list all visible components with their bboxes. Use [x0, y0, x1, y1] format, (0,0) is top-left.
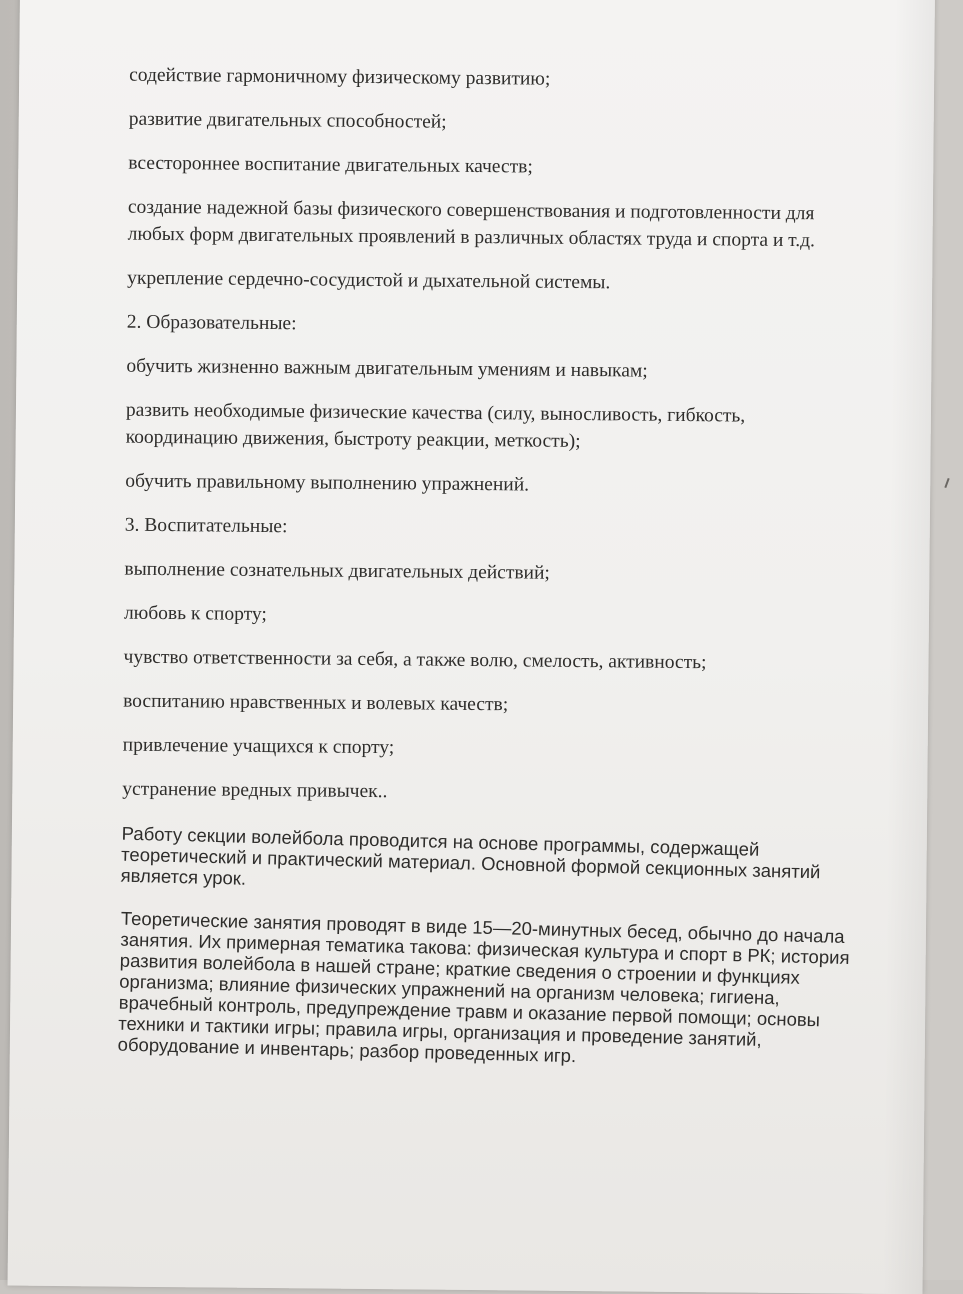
paragraph-theory-lessons: Теоретические занятия проводят в виде 15—20-минутных бесед, обычно до начала занятия. Их примерная тематика такова: физическая культура и спорт в РК; история развития волейбола в нашей стране; краткие сведения о строении и функциях организма; влияние физических упражнений на организм человека; гигиена, врачебный контроль, предупреждение травм и оказание первой помощи; основы техники и тактики игры; правила игры, организация и проведение занятий, оборудование и инвентарь; разбор проведенных игр. [117, 907, 850, 1067]
section-heading-upbringing: 3. Воспитательные: [124, 514, 288, 538]
paragraph-12: любовь к спорту; [123, 602, 267, 626]
paragraph-8: развить необходимые физические качества (силу, выносливость, гибкость, координацию движения, быстроту реакции, меткость); [125, 399, 746, 453]
paragraph-4: создание надежной базы физического совершенствования и подготовленности для любых форм двигательных проявлений в различных областях труда и спорта и т.д. [127, 196, 816, 252]
section-heading-educational: 2. Образовательные: [126, 311, 297, 335]
paragraph-13: чувство ответственности за себя, а также волю, смелость, активность; [123, 646, 707, 674]
document-body [117, 62, 860, 1084]
paragraph-3: всестороннее воспитание двигательных качеств; [128, 152, 533, 178]
paragraph-15: привлечение учащихся к спорту; [122, 734, 395, 759]
paragraph-2: развитие двигательных способностей; [128, 108, 447, 133]
paragraph-volleyball-section: Работу секции волейбола проводится на основе программы, содержащей теоретический и практический материал. Основной формой секционных занятий является урок. [120, 822, 821, 889]
paragraph-16: устранение вредных привычек.. [122, 778, 388, 803]
paragraph-1: содействие гармоничному физическому развитию; [129, 64, 551, 90]
paragraph-5: укрепление сердечно-сосудистой и дыхательной системы. [127, 267, 611, 294]
paragraph-11: выполнение сознательных двигательных действий; [124, 558, 550, 584]
paragraph-14: воспитанию нравственных и волевых качеств; [123, 690, 509, 716]
paper-sheet [8, 0, 935, 1294]
paragraph-7: обучить жизненно важным двигательным умениям и навыкам; [126, 355, 648, 382]
paragraph-9: обучить правильному выполнению упражнений. [125, 470, 530, 496]
